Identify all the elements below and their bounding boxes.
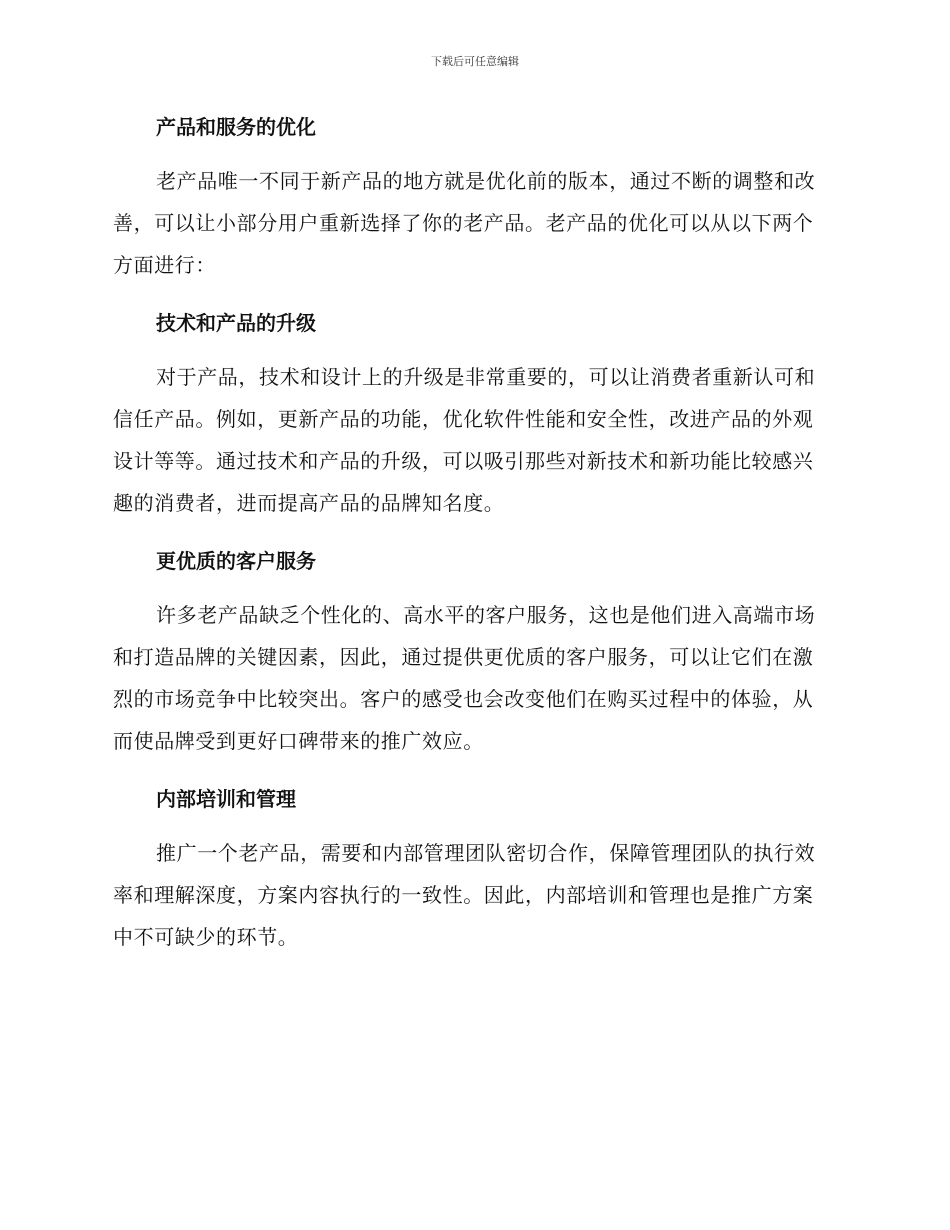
section-paragraph-better-customer-service: 许多老产品缺乏个性化的、高水平的客户服务，这也是他们进入高端市场和打造品牌的关键因素，因此，通过提供更优质的客户服务，可以让它们在激烈的市场竞争中比较突出。客户的感受也会改变他们在购买过程中的体验，从而使品牌受到更好口碑带来的推广效应。: [113, 603, 816, 753]
page-header: 下载后可任意编辑: [431, 55, 519, 68]
document-body: [113, 106, 831, 974]
section-paragraph-product-service-optimization: 老产品唯一不同于新产品的地方就是优化前的版本，通过不断的调整和改善，可以让小部分用户重新选择了你的老产品。老产品的优化可以从以下两个方面进行：: [113, 169, 816, 277]
section-heading-tech-product-upgrade: 技术和产品的升级: [156, 311, 316, 335]
section-paragraph-internal-training-management: 推广一个老产品，需要和内部管理团队密切合作，保障管理团队的执行效率和理解深度，方案内容执行的一致性。因此，内部培训和管理也是推广方案中不可缺少的环节。: [113, 841, 816, 949]
section-heading-better-customer-service: 更优质的客户服务: [156, 549, 316, 573]
section-paragraph-tech-product-upgrade: 对于产品，技术和设计上的升级是非常重要的，可以让消费者重新认可和信任产品。例如，更新产品的功能，优化软件性能和安全性，改进产品的外观设计等等。通过技术和产品的升级，可以吸引那些对新技术和新功能比较感兴趣的消费者，进而提高产品的品牌知名度。: [113, 365, 816, 515]
section-heading-product-service-optimization: 产品和服务的优化: [156, 115, 316, 139]
section-heading-internal-training-management: 内部培训和管理: [156, 787, 296, 811]
